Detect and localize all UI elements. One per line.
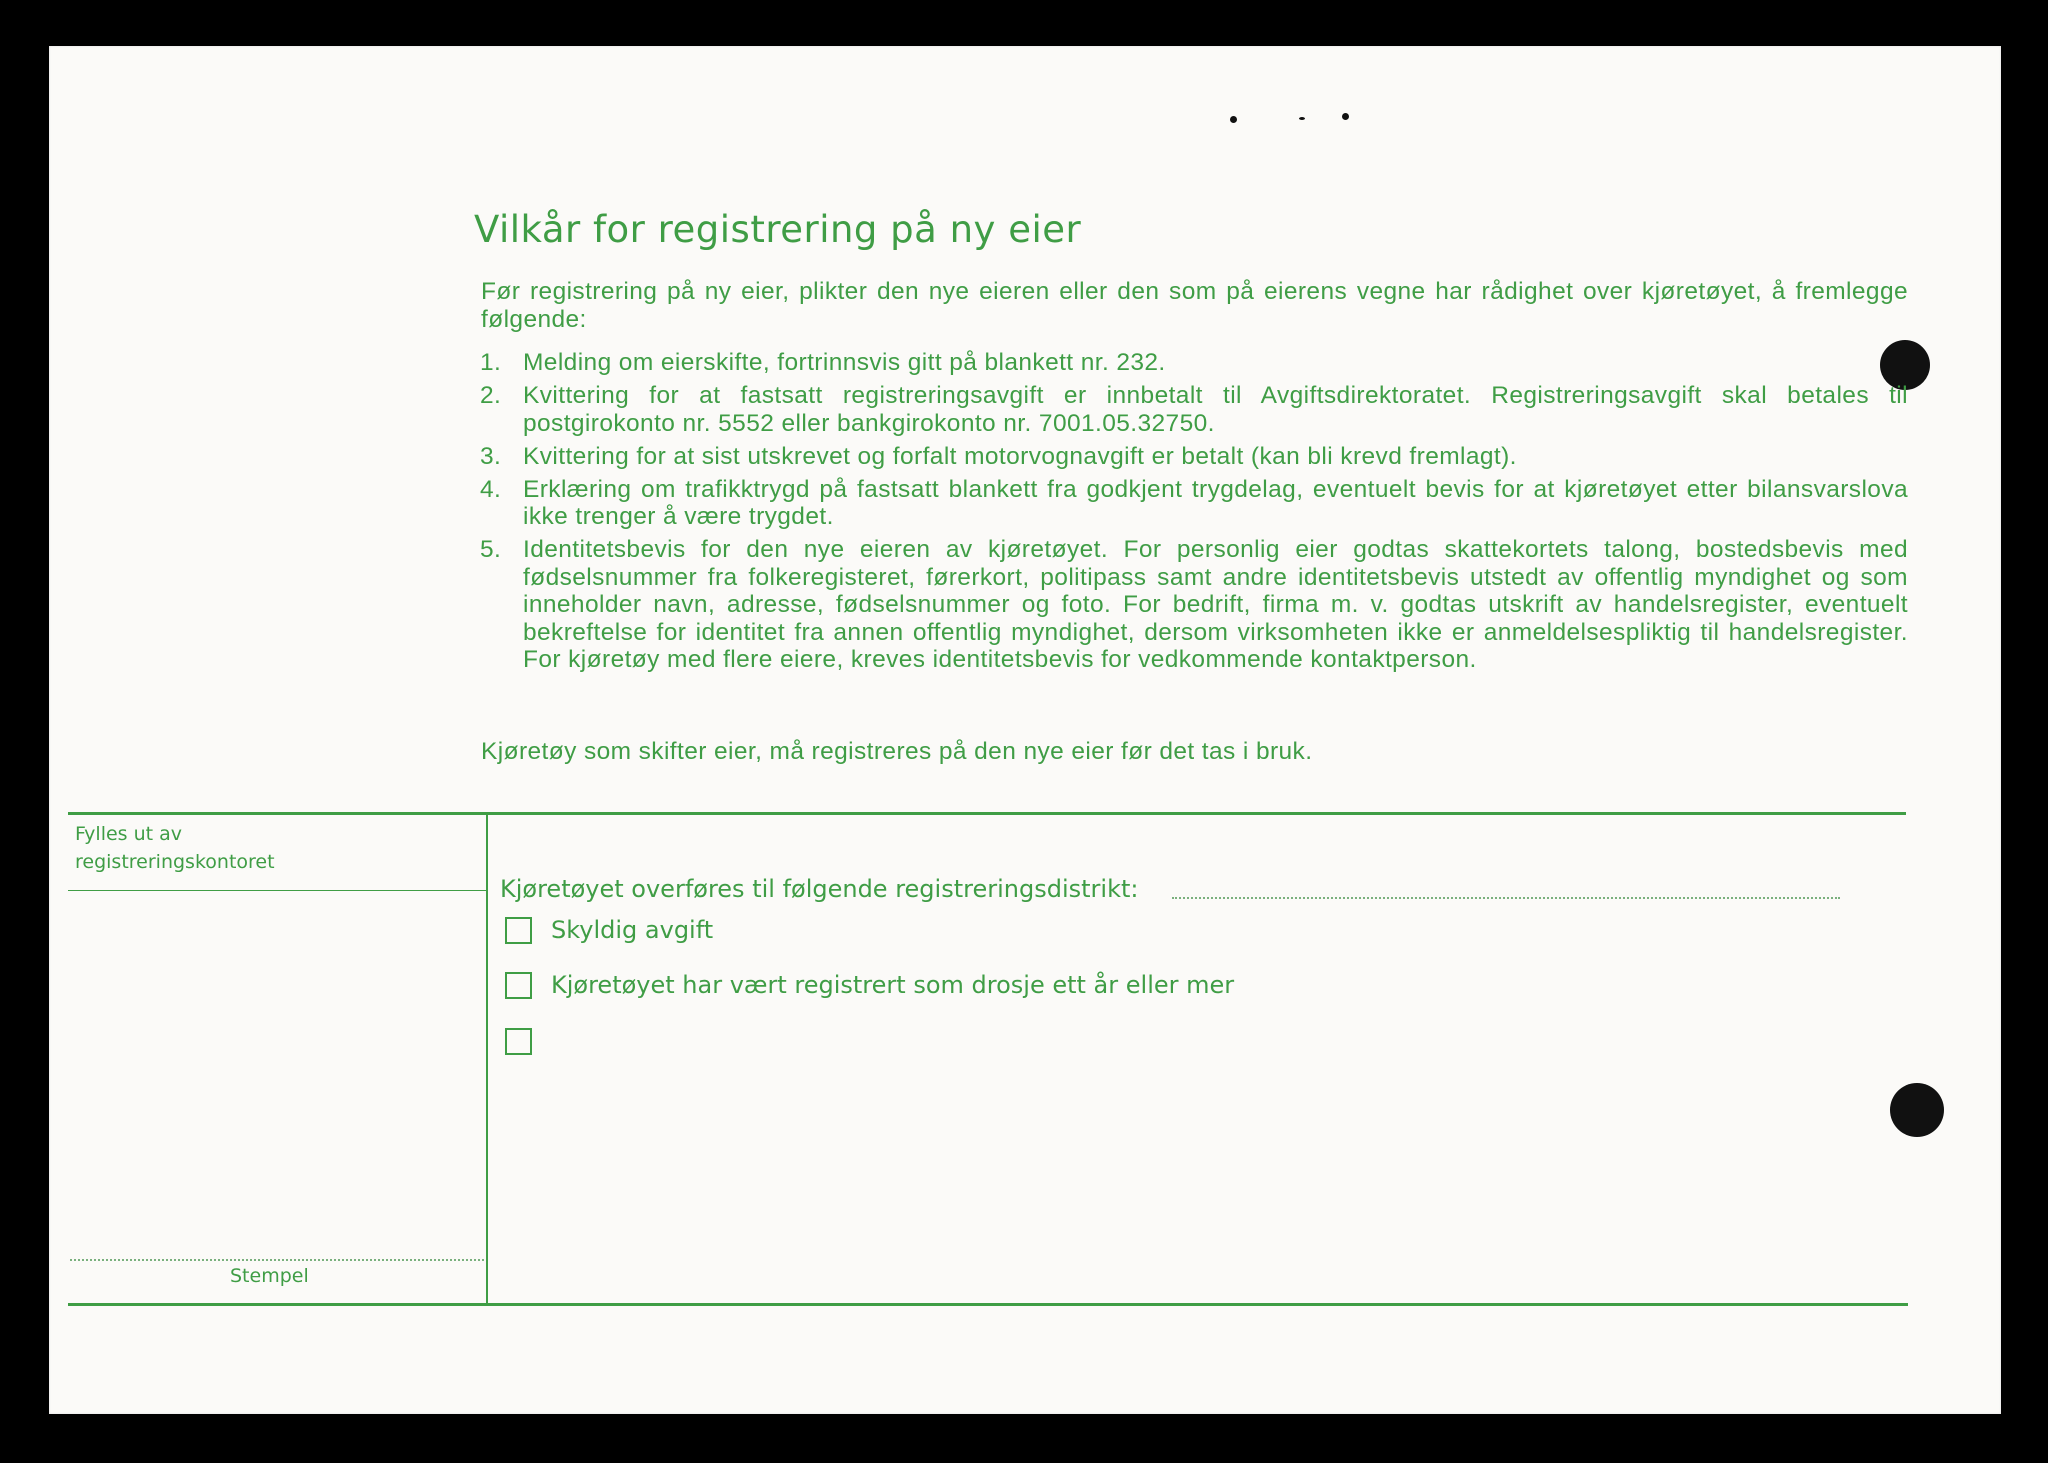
checkbox-blank[interactable] [505, 1028, 532, 1055]
item-text: Erklæring om trafikktrygd på fastsatt blankett fra godkjent trygdelag, eventuelt bevis for at kjøretøyet etter bilansvarslova ikke trenger å være trygdet. [523, 475, 1908, 530]
office-label-line2: registreringskontoret [75, 851, 275, 873]
item-number: 2. [480, 382, 502, 409]
ink-speck [1230, 116, 1237, 123]
checkbox-skyldig-avgift[interactable] [505, 917, 532, 944]
office-label-line1: Fylles ut av [75, 823, 183, 845]
conditions-list [478, 349, 1908, 679]
closing-note: Kjøretøy som skifter eier, må registreres på den nye eier før det tas i bruk. [481, 738, 1313, 765]
ink-speck [1342, 113, 1349, 120]
item-text: Identitetsbevis for den nye eieren av kjøretøyet. For personlig eier godtas skattekortets talong, bostedsbevis med fødselsnummer fra folkeregisteret, førerkort, politipass samt andre identitetsbevis utstedt av offentlig myndighet og som inneholder navn, adresse, fødselsnummer og foto. For bedrift, firma m. v. godtas utskrift av handelsregister, eventuelt bekreftelse for identitet fra annen offentlig myndighet, dersom virksomheten ikke er anmeldelsespliktig til handelsregister. For kjøretøy med flere eiere, kreves identitetsbevis for vedkommende kontaktperson. [523, 536, 1908, 673]
item-number: 5. [480, 536, 502, 563]
office-label-rule [68, 890, 486, 891]
intro-paragraph: Før registrering på ny eier, plikter den nye eieren eller den som på eierens vegne har rådighet over kjøretøyet, å fremlegge følgende: [481, 278, 1908, 333]
item-number: 3. [480, 442, 502, 470]
ink-speck [1299, 117, 1305, 120]
page-title: Vilkår for registrering på ny eier [474, 208, 1082, 251]
checkbox-drosje[interactable] [505, 972, 532, 999]
item-number: 1. [480, 349, 502, 376]
section-bottom-rule [68, 1303, 1908, 1306]
list-item [478, 476, 1908, 531]
form-card [49, 46, 2001, 1414]
district-label: Kjøretøyet overføres til følgende registreringsdistrikt: [500, 875, 1139, 903]
item-text: Kvittering for at fastsatt registreringsavgift er innbetalt til Avgiftsdirektoratet. Registreringsavgift skal betales til postgirokonto nr. 5552 eller bankgirokonto nr. 7001.05.32750. [523, 382, 1908, 437]
checkbox-label: Kjøretøyet har vært registrert som drosje ett år eller mer [551, 971, 1235, 999]
list-item [478, 382, 1908, 437]
district-dotted-line [1172, 897, 1840, 899]
checkbox-label: Skyldig avgift [551, 916, 714, 944]
item-text: Kvittering for at sist utskrevet og forfalt motorvognavgift er betalt (kan bli krevd fremlagt). [523, 442, 1517, 470]
stamp-dotted-rule [70, 1259, 484, 1261]
list-item [478, 536, 1908, 674]
office-label [75, 820, 275, 876]
item-number: 4. [480, 475, 502, 503]
section-top-rule [68, 812, 1906, 815]
item-text: Melding om eierskifte, fortrinnsvis gitt på blankett nr. 232. [523, 349, 1166, 376]
section-divider [486, 812, 488, 1306]
list-item [478, 443, 1908, 471]
punch-hole-bottom [1890, 1083, 1944, 1137]
stamp-label: Stempel [230, 1265, 309, 1287]
list-item [478, 349, 1908, 377]
